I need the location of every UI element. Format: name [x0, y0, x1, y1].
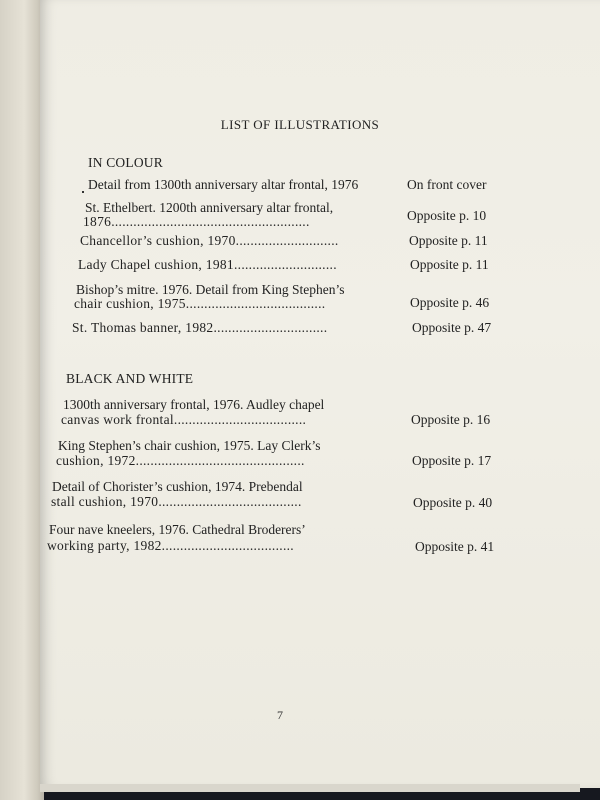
- entry-location: Opposite p. 11: [409, 233, 488, 248]
- entry-line: canvas work frontal....................................: [61, 412, 307, 427]
- entry-line: Bishop’s mitre. 1976. Detail from King Stephen’s: [76, 282, 345, 297]
- list-item: [0, 320, 600, 336]
- entry-line: St. Thomas banner, 1982...............................: [72, 320, 328, 335]
- entry-location: Opposite p. 16: [411, 412, 491, 427]
- page-bottom-edge: [40, 784, 580, 792]
- section-title-colour: IN COLOUR: [88, 155, 163, 170]
- entry-line: St. Ethelbert. 1200th anniversary altar frontal,: [85, 200, 334, 215]
- entry-location: Opposite p. 40: [413, 495, 493, 510]
- entry-line: Lady Chapel cushion, 1981............................: [78, 257, 337, 272]
- entry-location: Opposite p. 47: [412, 320, 492, 335]
- entry-line: working party, 1982....................................: [47, 538, 294, 553]
- entry-location: Opposite p. 17: [412, 453, 492, 468]
- list-item: [0, 522, 600, 554]
- list-item: [0, 233, 600, 249]
- list-item: [0, 438, 600, 470]
- entry-location: On front cover: [407, 177, 487, 192]
- entry-line: chair cushion, 1975......................................: [74, 296, 326, 311]
- entry-line: cushion, 1972..............................................: [56, 453, 305, 468]
- list-item: [0, 282, 600, 314]
- list-item: [0, 200, 600, 232]
- list-item: [0, 397, 600, 429]
- entry-line: Detail of Chorister’s cushion, 1974. Prebendal: [52, 479, 303, 494]
- list-item: [0, 479, 600, 511]
- entry-line: Four nave kneelers, 1976. Cathedral Broderers’: [49, 522, 306, 537]
- list-item: [0, 177, 600, 193]
- entry-location: Opposite p. 11: [410, 257, 489, 272]
- entry-line: Chancellor’s cushion, 1970............................: [80, 233, 339, 248]
- entry-line: stall cushion, 1970.......................................: [51, 494, 302, 509]
- entry-line: 1300th anniversary frontal, 1976. Audley chapel: [63, 397, 325, 412]
- entry-location: Opposite p. 41: [415, 539, 495, 554]
- page-number: 7: [277, 708, 283, 722]
- entry-location: Opposite p. 46: [410, 295, 490, 310]
- section-title-bw: BLACK AND WHITE: [66, 371, 194, 386]
- list-item: [0, 257, 600, 273]
- entry-line: King Stephen’s chair cushion, 1975. Lay Clerk’s: [58, 438, 321, 453]
- entry-line: 1876......................................................: [83, 214, 310, 229]
- page-heading: LIST OF ILLUSTRATIONS: [220, 117, 380, 132]
- entry-line: Detail from 1300th anniversary altar frontal, 1976: [88, 177, 359, 192]
- entry-location: Opposite p. 10: [407, 208, 487, 223]
